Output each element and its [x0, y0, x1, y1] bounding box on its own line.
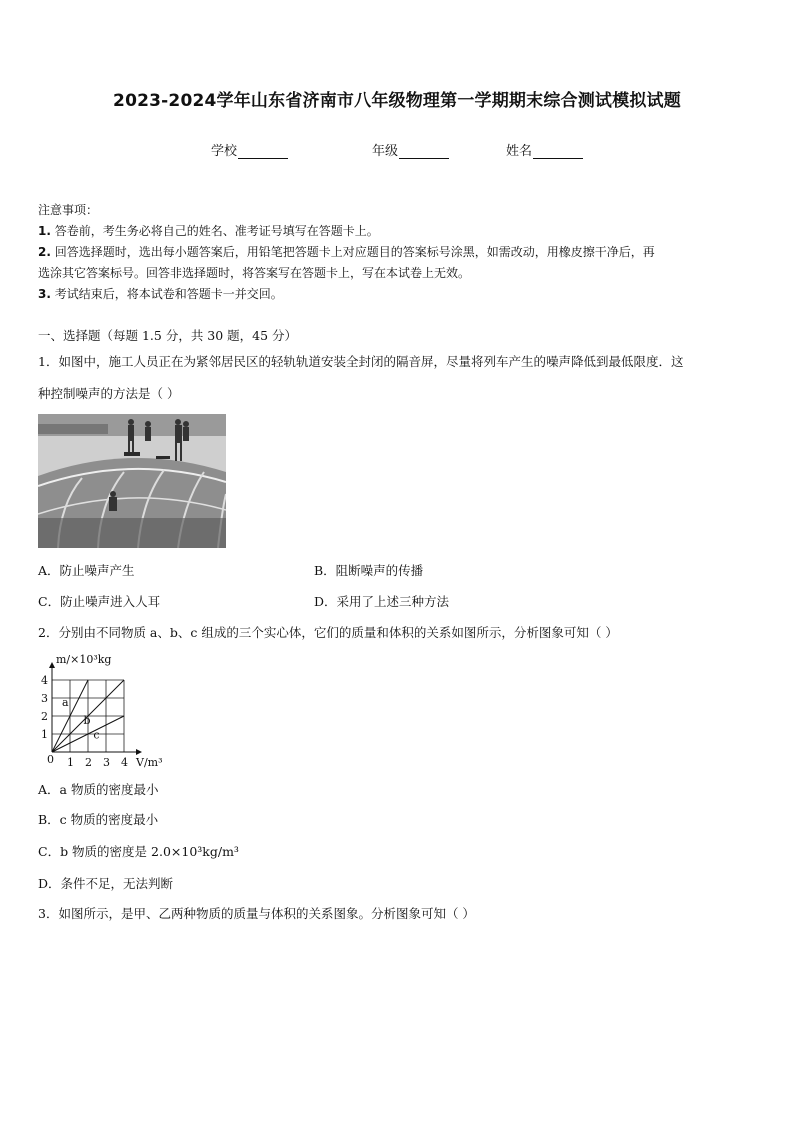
series-label-b: b: [83, 714, 91, 728]
y-axis-arrow: [49, 662, 55, 668]
series-label-c: c: [93, 728, 100, 742]
x-tick-label: 3: [103, 756, 110, 769]
grade-label: 年级: [372, 144, 399, 159]
question-1-stem: 1．如图中，施工人员正在为紧邻居民区的轻轨轨道安装全封闭的隔音屏，尽量将列车产生的噪声降低到最低限度．这 种控制噪声的方法是（ ）: [38, 354, 684, 401]
grade-blank: [399, 146, 449, 159]
question-1-option-a[interactable]: A．防止噪声产生: [38, 563, 135, 578]
question-3-stem: 3．如图所示，是甲、乙两种物质的质量与体积的关系图象。分析图象可知（ ）: [38, 906, 475, 921]
x-tick-label: 2: [85, 756, 92, 769]
question-2-option-b[interactable]: B．c 物质的密度最小: [38, 812, 159, 827]
noise-barrier-photo: [38, 414, 226, 548]
x-tick-label: 4: [121, 756, 128, 769]
series-label-a: a: [62, 696, 69, 709]
y-tick-label: 3: [41, 692, 48, 705]
question-2-option-a[interactable]: A．a 物质的密度最小: [38, 782, 159, 797]
question-1-option-c[interactable]: C．防止噪声进入人耳: [38, 594, 161, 609]
question-1-option-d[interactable]: D．采用了上述三种方法: [314, 594, 450, 609]
notice-item-1: 1. 答卷前，考生务必将自己的姓名、准考证号填写在答题卡上。: [38, 224, 379, 238]
x-axis-arrow: [136, 749, 142, 755]
name-label: 姓名: [506, 144, 533, 159]
x-tick-label: 1: [67, 756, 74, 769]
school-blank: [238, 146, 288, 159]
school-field: [211, 140, 288, 159]
name-field: [506, 140, 583, 159]
y-tick-label: 1: [41, 728, 48, 741]
notice-item-2-cont: 选涂其它答案标号。回答非选择题时，将答案写在答题卡上，写在本试卷上无效。: [38, 266, 471, 280]
grade-field: [372, 140, 449, 159]
notice-heading: 注意事项：: [38, 203, 99, 217]
section-heading: 一、选择题（每题 1.5 分，共 30 题，45 分）: [38, 328, 298, 343]
notice-item-3: 3. 考试结束后，将本试卷和答题卡一并交回。: [38, 287, 283, 301]
y-tick-label: 2: [41, 710, 48, 723]
notice-item-2: 2. 回答选择题时，选出每小题答案后，用铅笔把答题卡上对应题目的答案标号涂黑，如需改动，用橡皮擦干净后，再: [38, 245, 655, 259]
x-axis-label: V/m³: [136, 756, 163, 769]
school-label: 学校: [211, 144, 238, 159]
question-2-stem: 2．分别由不同物质 a、b、c 组成的三个实心体，它们的质量和体积的关系如图所示，分析图象可知（ ）: [38, 625, 618, 640]
y-axis-label: m/×10³kg: [56, 653, 112, 666]
y-tick-label: 4: [41, 674, 48, 687]
origin-label: 0: [47, 753, 54, 766]
name-blank: [533, 146, 583, 159]
question-2-option-d[interactable]: D．条件不足，无法判断: [38, 876, 174, 891]
question-1-option-b[interactable]: B．阻断噪声的传播: [314, 563, 424, 578]
notice-block: [38, 200, 760, 305]
question-2-option-c[interactable]: C．b 物质的密度是 2.0×10³kg/m³: [38, 844, 239, 859]
page-title: 2023-2024学年山东省济南市八年级物理第一学期期末综合测试模拟试题: [113, 91, 681, 111]
mass-volume-graph: [38, 648, 178, 770]
